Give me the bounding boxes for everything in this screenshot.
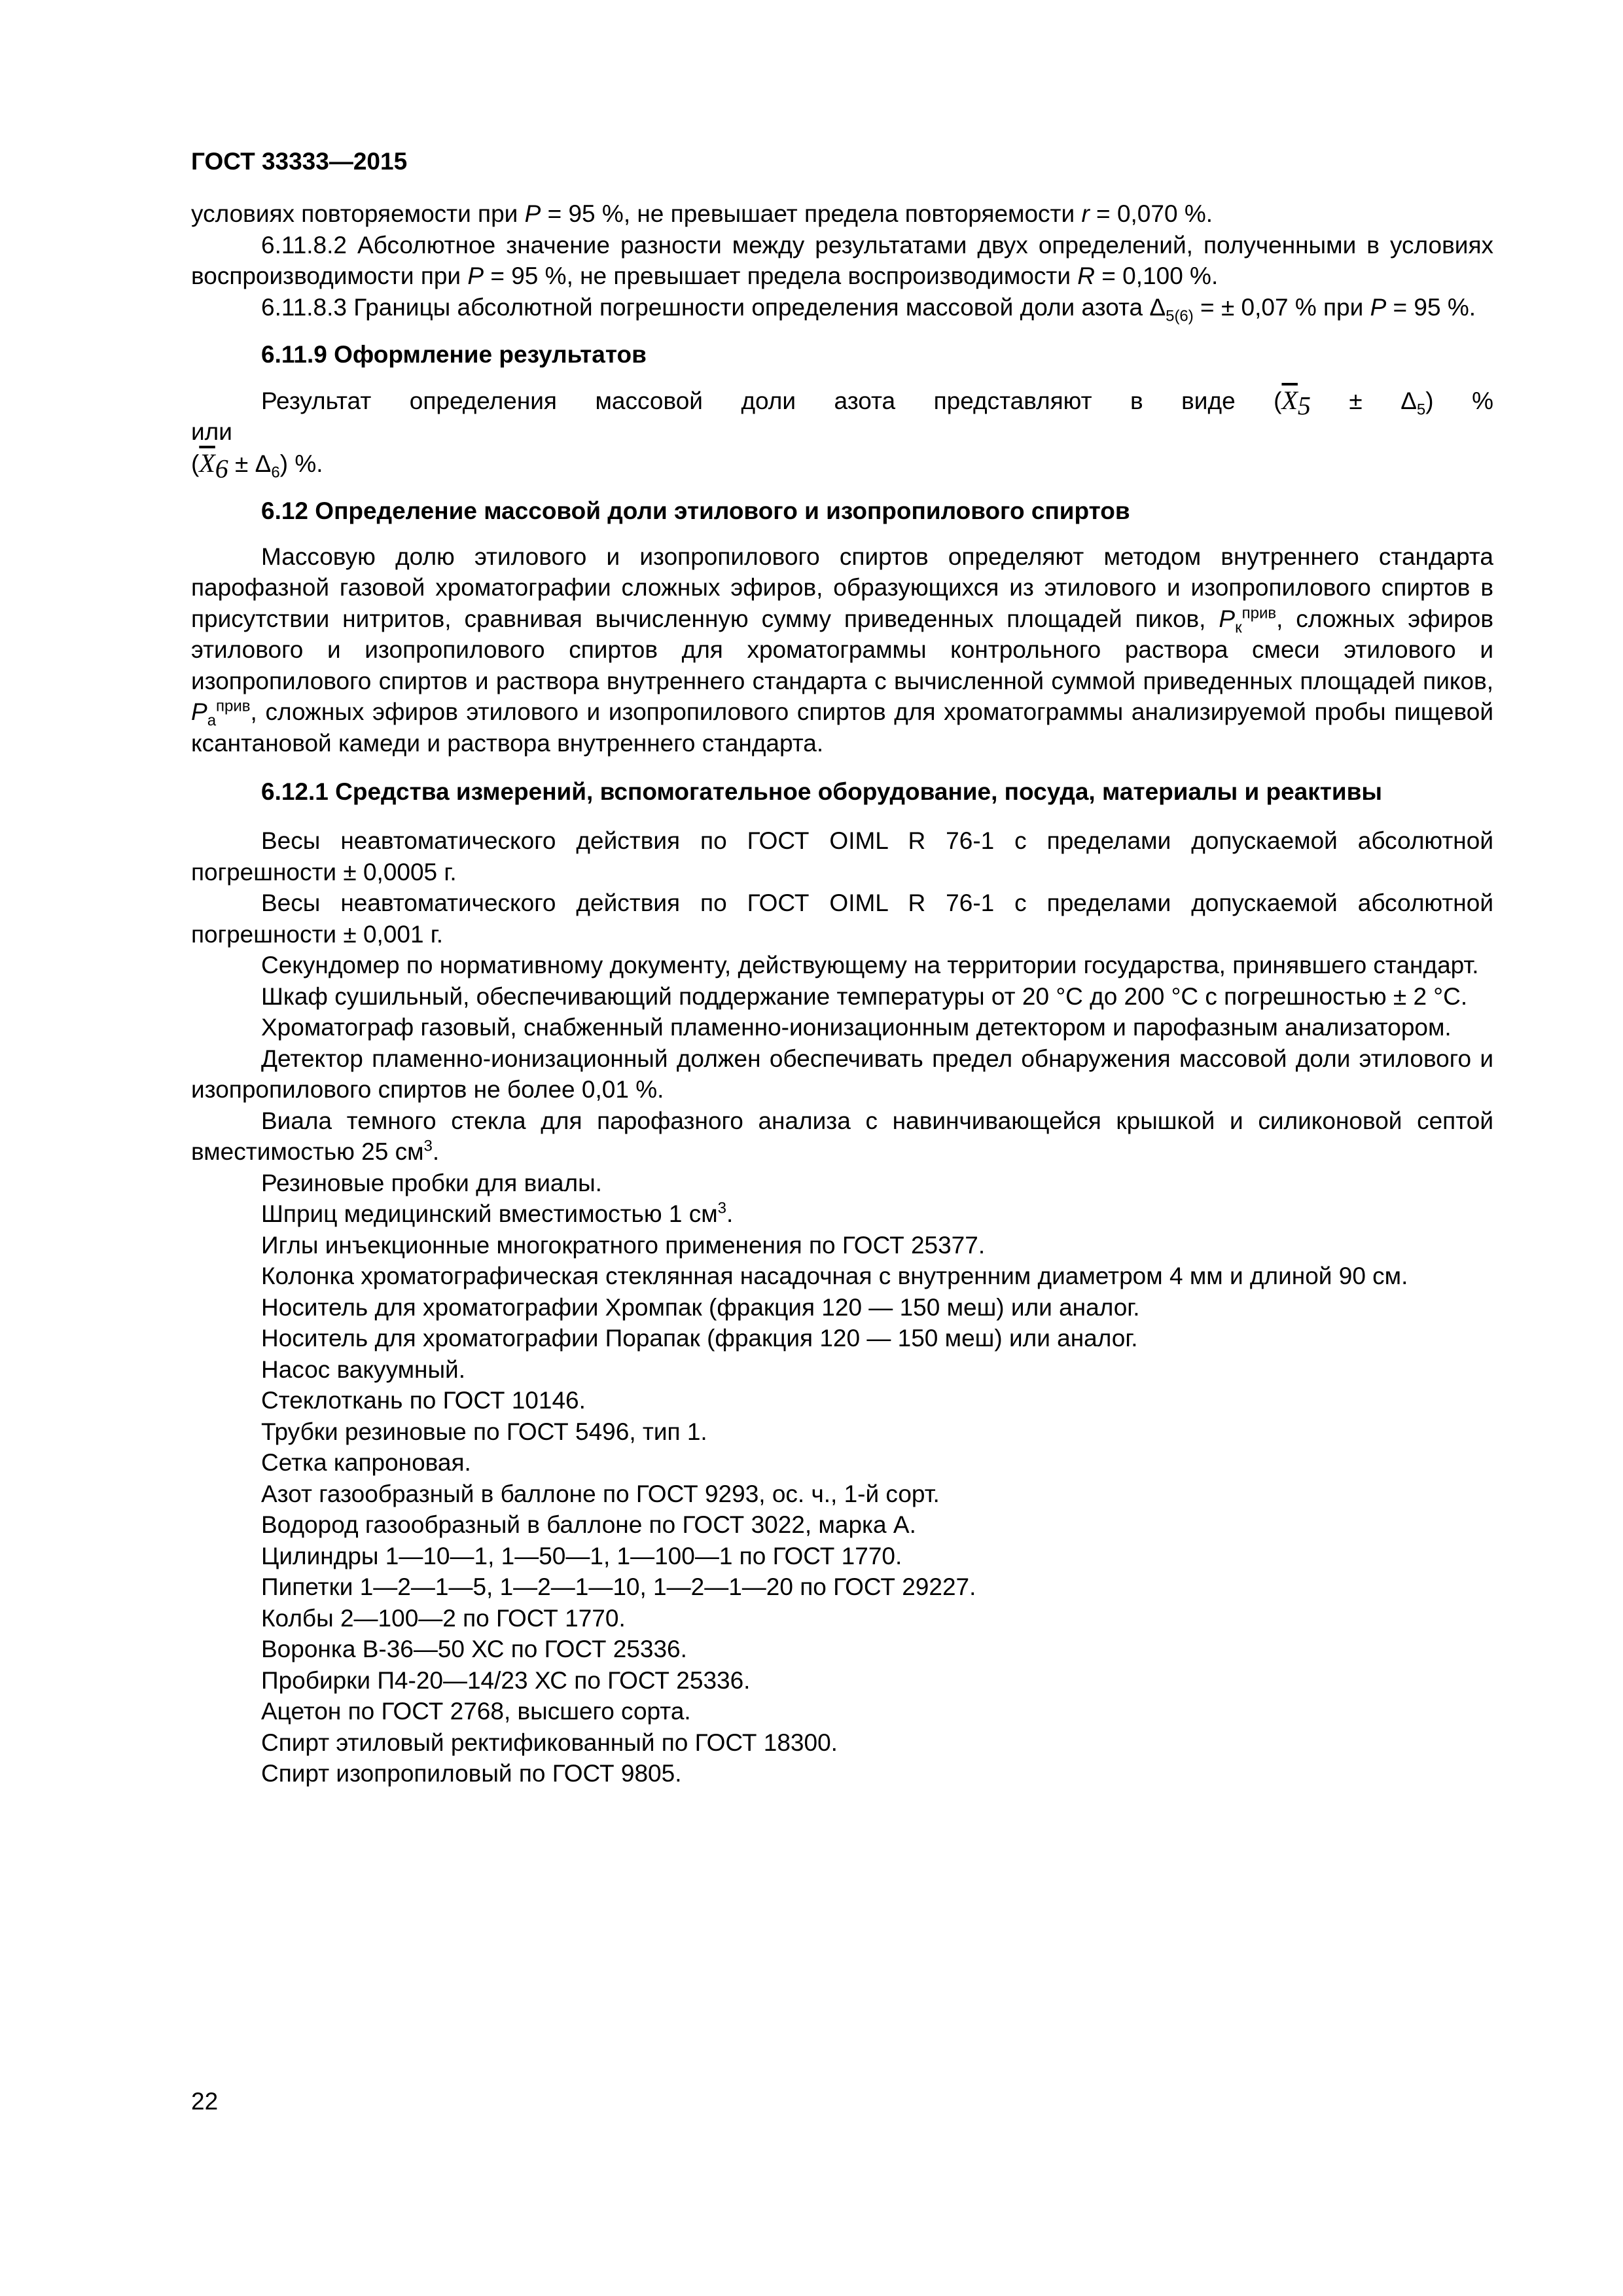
list-item: Колбы 2—100—2 по ГОСТ 1770. [261,1604,626,1632]
paragraph-6-11-8-2: 6.11.8.2 Абсолютное значение разности между результатами двух определений, полученными в условиях воспроизводимости при P = 95 %, не превышает предела воспроизводимости R = 0,100 %. [191,231,1493,289]
list-item: Резиновые пробки для виалы. [261,1169,602,1196]
list-item: Колонка хроматографическая стеклянная насадочная с внутренним диаметром 4 мм и длиной 90 см. [261,1263,1408,1289]
section-heading-6-11-9: 6.11.9 Оформление результатов [261,341,647,368]
page-number: 22 [191,2088,219,2115]
paragraph-method-description: Массовую долю этилового и изопропилового спиртов определяют методом внутреннего стандарта парофазной газовой хроматографии сложных эфиров, образующихся из этилового и изопропилового спиртов в присутствии нитритов, сравнивая вычисленную сумму приведенных площадей пиков, $P_к^{прив}$, сложных эфиров этилового и изопропилового спиртов для хроматограммы контрольного раствора смеси этилового и изопропилового спиртов и раствора внутреннего стандарта с вычисленной суммой приведенных площадей пиков, $P_а^{прив}$, сложных эфиров этилового и изопропилового спиртов для хроматограммы анализируемой пробы пищевой ксантановой камеди и раствора внутреннего стандарта. [191,543,1493,757]
paragraph-6-11-8-3: 6.11.8.3 Границы абсолютной погрешности определения массовой доли азота $\Delta_{5(6)}$ = ± 0,07 % при P = 95 %. [261,293,1476,325]
list-item: Пробирки П4-20—14/23 ХС по ГОСТ 25336. [261,1666,751,1694]
document-code-header: ГОСТ 33333—2015 [191,148,408,175]
list-item: Насос вакуумный. [261,1355,465,1383]
list-item: Сетка капроновая. [261,1449,471,1476]
list-item: Весы неавтоматического действия по ГОСТ OIML R 76-1 с пределами допускаемой абсолютной погрешности ± 0,0005 г. [191,827,1493,886]
paragraph-repeatability: условиях повторяемости при P = 95 %, не превышает предела повторяемости r = 0,070 %. [191,200,1213,227]
list-item: Цилиндры 1—10—1, 1—50—1, 1—100—1 по ГОСТ 1770. [261,1542,902,1570]
list-item: Водород газообразный в баллоне по ГОСТ 3022, марка А. [261,1511,916,1538]
list-item: Трубки резиновые по ГОСТ 5496, тип 1. [261,1418,707,1445]
section-heading-6-12: 6.12 Определение массовой доли этилового и изопропилового спиртов [261,497,1130,524]
list-item: Хроматограф газовый, снабженный пламенно-ионизационным детектором и парофазным анализатором. [261,1014,1452,1041]
list-item: Спирт этиловый ректификованный по ГОСТ 18300. [261,1729,838,1756]
section-heading-6-12-1: 6.12.1 Средства измерений, вспомогательное оборудование, посуда, материалы и реактивы [261,778,1382,805]
list-item: Шкаф сушильный, обеспечивающий поддержание температуры от 20 °С до 200 °С с погрешностью ± 2 °С. [261,982,1468,1010]
list-item: Спирт изопропиловый по ГОСТ 9805. [261,1760,682,1787]
list-item: Воронка В-36—50 ХС по ГОСТ 25336. [261,1636,687,1662]
list-item: Детектор пламенно-ионизационный должен обеспечивать предел обнаружения массовой доли этилового и изопропилового спиртов не более 0,01 %. [191,1045,1493,1103]
paragraph-result-format-cont: $(\overline{X}_6 \pm \Delta_6)$ %. [191,448,323,483]
paragraph-result-format: Результат определения массовой доли азота представляют в виде $(\overline{X}_5 \pm \Delta_5)$ % или [191,385,1493,445]
document-page [191,149,1493,2231]
list-item: Виала темного стекла для парофазного анализа с навинчивающейся крышкой и силиконовой септой вместимостью 25 $см^3$. [191,1107,1493,1165]
list-item: Шприц медицинский вместимостью 1 $см^3$. [261,1199,734,1227]
list-item: Азот газообразный в баллоне по ГОСТ 9293, ос. ч., 1-й сорт. [261,1480,940,1507]
equipment-list [191,825,1493,1789]
list-item: Секундомер по нормативному документу, действующему на территории государства, принявшего стандарт. [261,952,1479,978]
list-item: Весы неавтоматического действия по ГОСТ OIML R 76-1 с пределами допускаемой абсолютной погрешности ± 0,001 г. [191,889,1493,948]
list-item: Иглы инъекционные многократного применения по ГОСТ 25377. [261,1231,986,1259]
list-item: Стеклоткань по ГОСТ 10146. [261,1387,586,1414]
list-item: Носитель для хроматографии Порапак (фракция 120 — 150 меш) или аналог. [261,1325,1138,1352]
list-item: Носитель для хроматографии Хромпак (фракция 120 — 150 меш) или аналог. [261,1293,1140,1321]
list-item: Ацетон по ГОСТ 2768, высшего сорта. [261,1698,691,1725]
list-item: Пипетки 1—2—1—5, 1—2—1—10, 1—2—1—20 по ГОСТ 29227. [261,1573,976,1600]
